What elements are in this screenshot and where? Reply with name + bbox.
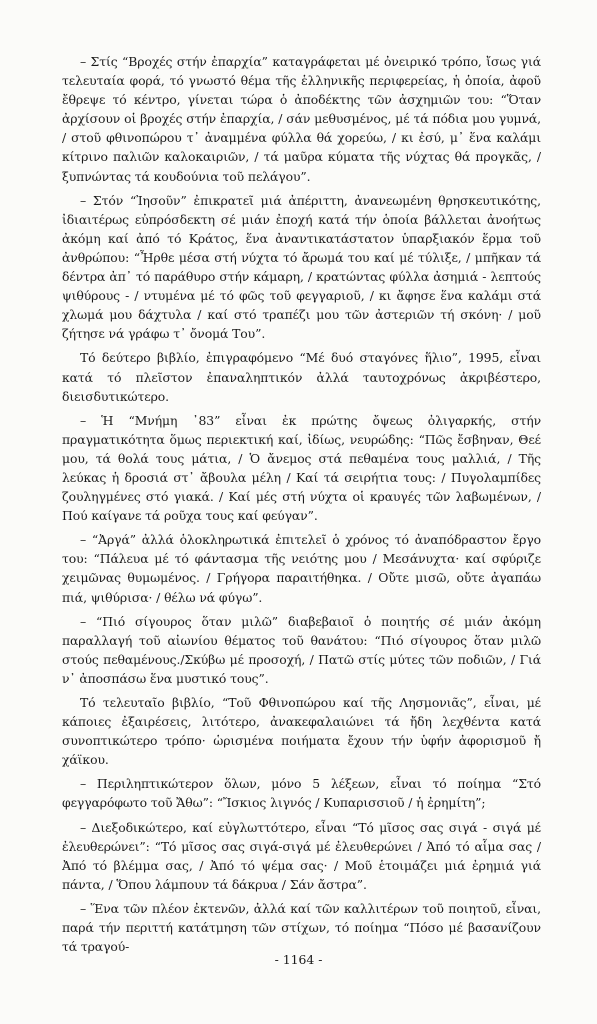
- paragraph-misos: – Διεξοδικώτερο, καί εὐγλωττότερο, εἶναι “Τό μῖσος σας σιγά - σιγά μέ ἐλευθερώνει”: “Τό μῖσος σας σιγά-σιγά μέ ἐλευθερώνει / Ἀπό τό αἷμα σας / Ἀπό τό βλέμμα σας, / Ἀπό τό ψέμα σας· / Μοῦ ἑτοιμάζει μιά ἐρημιά γιά πάντα, / Ὅπου λάμπουν τά δάκρυα / Σάν ἄστρα”.: [62, 819, 541, 892]
- paragraph-iisoun: – Στόν “Ἰησοῦν” ἐπικρατεῖ μιά ἀπέριττη, ἀνανεωμένη θρησκευτικότης, ἰδιαιτέρως εὐπρόσδεκτη σέ μιάν ἐποχή κατά τήν ὁποία βάλλεται ἀνοήτως ἀκόμη καί ἀπό τό Κράτος, ἕνα ἀναντικατάστατον ὑπαρξιακόν ἕρμα τοῦ ἀνθρώπου: “Ἦρθε μέσα στή νύχτα τό ἄρωμά του καί μέ τύλιξε, / μπῆκαν τά δέντρα ἀπ᾿ τό παράθυρο στήν κάμαρη, / κρατώντας φύλλα ἀσημιά - λεπτούς ψιθύρους - / ντυμένα μέ τό φῶς τοῦ φεγγαριοῦ, / κι ἄφησε ἕνα καλάμι στά χλωμά μου δάχτυλα / καί στό τραπέζι μου τῶν ἀστεριῶν τή σκόνη· / μοῦ ζήτησε νά γράφω τ᾿ ὄνομά Του”.: [62, 192, 541, 342]
- paragraph-brokhes: – Στίς “Βροχές στήν ἐπαρχία” καταγράφεται μέ ὀνειρικό τρόπο, ἴσως γιά τελευταία φορά, τό γνωστό θέμα τῆς ἑλληνικῆς περιφερείας, ἡ ὁποία, ἀφοῦ ἔθρεψε τό κέντρο, γίνεται τώρα ὁ ἀποδέκτης τῶν ἀσχημιῶν του: “Ὅταν ἀρχίσουν οἱ βροχές στήν ἐπαρχία, / σάν μεθυσμένος, μέ τά πόδια μου γυμνά, / στοῦ φθινοπώρου τ᾿ ἀναμμένα φύλλα θά χορεύω, / κι ἐσύ, μ᾿ ἕνα καλάμι κίτρινο παλιῶν καλοκαιριῶν, / τά μαῦρα κύματα τῆς νύχτας θά προγκᾶς, / ξυπνώντας τά κουδούνια τοῦ πελάγου”.: [62, 54, 541, 184]
- paragraph-second-book: Τό δεύτερο βιβλίο, ἐπιγραφόμενο “Μέ δυό σταγόνες ἥλιο”, 1995, εἶναι κατά τό πλεῖστον ἐπαναληπτικόν ἀλλά ταυτοχρόνως ἀκριβέστερο, διεισδυτικώτερο.: [62, 350, 541, 404]
- paragraph-arga: – “Ἀργά” ἀλλά ὁλοκληρωτικά ἐπιτελεῖ ὁ χρόνος τό ἀναπόδραστον ἔργο του: “Πάλευα μέ τό φάντασμα τῆς νειότης μου / Μεσάνυχτα· καί σφύριζε χειμῶνας θυμωμένος. / Γρήγορα παραιτήθηκα. / Οὔτε μισῶ, οὔτε ἀγαπάω πιά, ψιθύρισα· / θέλω νά φύγω”.: [62, 532, 541, 605]
- paragraph-mnimi: – Ἡ “Μνήμη ᾿83” εἶναι ἐκ πρώτης ὄψεως ὀλιγαρκής, στήν πραγματικότητα ὅμως περιεκτική καί, ἰδίως, νευρώδης: “Πῶς ἔσβηναν, Θεέ μου, τά θολά τους μάτια, / Ὁ ἄνεμος στά πεθαμένα τους μαλλιά, / Τῆς λεύκας ἡ δροσιά στ᾿ ἄβουλα μέλη / Καί τά σειρήτια τους: / Πυγολαμπίδες ζουληγμένες στό γιακά. / Καί μές στή νύχτα οἱ κραυγές τῶν λαβωμένων, / Πού καίγανε τά ροῦχα τους καί φεύγαν”.: [62, 412, 541, 524]
- page-number: - 1164 -: [274, 952, 323, 967]
- paragraph-sigouros: – “Πιό σίγουρος ὅταν μιλῶ” διαβεβαιοῖ ὁ ποιητής σέ μιάν ἀκόμη παραλλαγή τοῦ αἰωνίου θέματος τοῦ θανάτου: “Πιό σίγουρος ὅταν μιλῶ στούς πεθαμένους./Σκύβω μέ προσοχή, / Πατῶ στίς μύτες τῶν ποδιῶν, / Γιά ν᾿ ἀποσπάσω ἕνα μυστικό τους”.: [62, 613, 541, 686]
- paragraph-poso: – Ἕνα τῶν πλέον ἐκτενῶν, ἀλλά καί τῶν καλλιτέρων τοῦ ποιητοῦ, εἶναι, παρά τήν περιττή κατάτμηση τῶν στίχων, τό ποίημα “Πόσο μέ βασανίζουν τά τραγού-: [62, 900, 541, 955]
- body-text: [62, 52, 541, 956]
- paragraph-feggarofoto: – Περιληπτικώτερον ὅλων, μόνο 5 λέξεων, εἶναι τό ποίημα “Στό φεγγαρόφωτο τοῦ Ἄθω”: “Ἴσκιος λιγνός / Κυπαρισσιοῦ / ἡ ἐρημίτη”;: [62, 776, 541, 811]
- paragraph-last-book: Τό τελευταῖο βιβλίο, “Τοῦ Φθινοπώρου καί τῆς Λησμονιᾶς”, εἶναι, μέ κάποιες ἐξαιρέσεις, λιτότερο, ἀνακεφαλαιώνει τά ἤδη λεχθέντα κατά συνοπτικώτερο τρόπο· ὡρισμένα ποιήματα ἔχουν τήν ὑφήν ἀφορισμοῦ ἤ χάϊκου.: [62, 695, 541, 768]
